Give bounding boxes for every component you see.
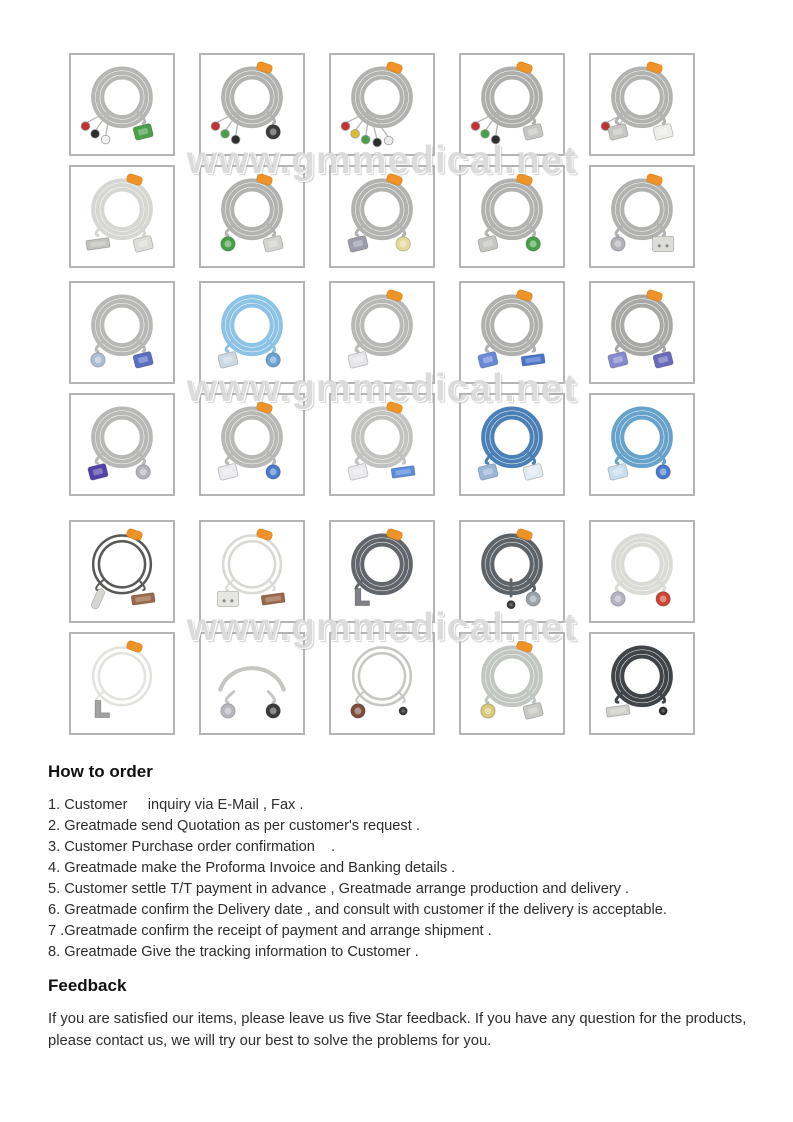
product-spo2-extension-cable-white-blue [199,393,305,496]
ecg-trunk-cable-flat-connector-image [71,167,173,266]
product-ecg-trunk-cable-green-round [199,165,305,268]
spo2-extension-cable-white-blue-image [201,395,303,494]
ecg-cables-block [69,53,695,268]
ecg-trunk-cable-3-slot-image [461,167,563,266]
ecg-trunk-cable-din-connector-image [331,167,433,266]
product-spo2-extension-cable-ge-flat [329,393,435,496]
product-ibp-cable-yellow-connector [459,632,565,735]
product-ecg-trunk-cable-flat-connector [69,165,175,268]
temp-skin-sensor-probe-image [331,634,433,733]
order-step: 6. Greatmade confirm the Delivery date , and consult with customer if the delivery is acceptable. [48,902,667,918]
spo2-adapter-cable-purple-round-image [71,395,173,494]
spo2-sensor-cable-blue-y-image [591,395,693,494]
product-temp-skin-sensor-probe [329,632,435,735]
description-text [48,762,758,1052]
temperature-ibp-cables-block [69,520,695,735]
product-ecg-trunk-cable-adapter-box [589,165,695,268]
feedback-title: Feedback [48,976,127,995]
product-temp-sensor-cable-gray [459,520,565,623]
order-step: 3. Customer Purchase order confirmation . [48,839,336,855]
product-temp-adapter-cable-dark [69,520,175,623]
spo2-extension-cable-purple-image [591,283,693,382]
product-temp-probe-right-angle-jack [329,520,435,623]
product-temp-probe-dark-paddle [589,632,695,735]
product-spo2-sensor-cable-blue [459,393,565,496]
watermark-gmmedical: www.gmmedical.net [186,138,578,182]
order-step: 8. Greatmade Give the tracking information to Customer . [48,944,419,960]
ecg-trunk-cable-adapter-box-image [591,167,693,266]
product-spo2-adapter-cable-lightblue [199,281,305,384]
temp-probe-right-angle-jack-image [331,522,433,621]
product-ecg-leadwires-snap-set [459,53,565,156]
spo2-extension-cable-white-image [331,283,433,382]
temp-adapter-y-splitter-image [201,522,303,621]
ecg-leadwires-clip-set-image [331,55,433,154]
temp-adapter-cable-dark-image [71,522,173,621]
order-step: 7 .Greatmade confirm the receipt of payment and arrange shipment . [48,923,492,939]
ecg-cable-3-lead-snap-image [71,55,173,154]
spo2-adapter-cable-lightblue-image [201,283,303,382]
order-step: 2. Greatmade send Quotation as per customer's request . [48,818,420,834]
temp-sensor-cable-gray-image [461,522,563,621]
spo2-extension-cable-ge-flat-image [331,395,433,494]
ecg-cable-5-lead-clip-image [201,55,303,154]
spo2-extension-cable-blue-flat-image [461,283,563,382]
product-temp-probe-white-right-angle [69,632,175,735]
feedback-body: If you are satisfied our items, please leave us five Star feedback. If you have any question for the products, please contact us, we will try our best to solve the problems for you. [48,1011,747,1049]
product-ecg-trunk-cable-din-connector [329,165,435,268]
spo2-adapter-cable-blue-image [71,283,173,382]
watermark-gmmedical: www.gmmedical.net [186,605,578,649]
product-spo2-extension-cable-blue-flat [459,281,565,384]
product-ecg-trunk-cable-3-slot [459,165,565,268]
product-ibp-cable-red-band [589,520,695,623]
ibp-adapter-cable-short-image [201,634,303,733]
product-ecg-cable-3-lead-snap [69,53,175,156]
how-to-order-steps [48,795,758,963]
ecg-trunk-cable-green-round-image [201,167,303,266]
product-ibp-adapter-cable-short [199,632,305,735]
how-to-order-title: How to order [48,762,153,781]
ibp-cable-red-band-image [591,522,693,621]
temp-probe-white-right-angle-image [71,634,173,733]
product-spo2-extension-cable-purple [589,281,695,384]
product-ecg-leadwires-clip-set [329,53,435,156]
watermark-gmmedical: www.gmmedical.net [186,366,578,410]
product-spo2-extension-cable-white [329,281,435,384]
spo2-cables-block [69,281,695,496]
product-spo2-sensor-cable-blue-y [589,393,695,496]
ecg-cable-3-lead-grabber-image [591,55,693,154]
product-spo2-adapter-cable-purple-round [69,393,175,496]
product-ecg-cable-3-lead-grabber [589,53,695,156]
order-step: 1. Customer inquiry via E-Mail , Fax . [48,797,304,813]
spo2-sensor-cable-blue-image [461,395,563,494]
order-step: 4. Greatmade make the Proforma Invoice and Banking details . [48,860,456,876]
product-temp-adapter-y-splitter [199,520,305,623]
order-step: 5. Customer settle T/T payment in advance , Greatmade arrange production and delivery . [48,881,630,897]
product-ecg-cable-5-lead-clip [199,53,305,156]
ibp-cable-yellow-connector-image [461,634,563,733]
ecg-leadwires-snap-set-image [461,55,563,154]
temp-probe-dark-paddle-image [591,634,693,733]
product-spo2-adapter-cable-blue [69,281,175,384]
